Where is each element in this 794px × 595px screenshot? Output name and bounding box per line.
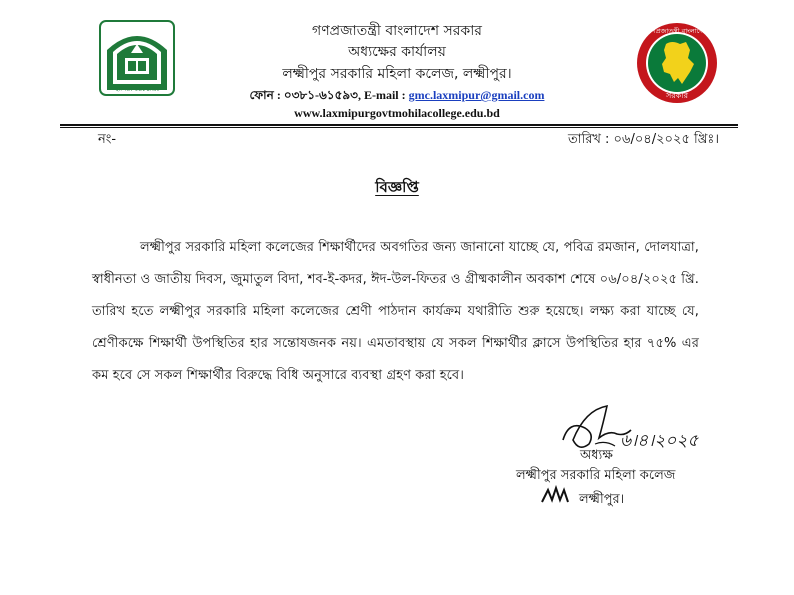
signature-date: ৬।৪।২০২৫ bbox=[620, 431, 699, 451]
header-government-name: গণপ্রজাতন্ত্রী বাংলাদেশ সরকার bbox=[312, 23, 482, 39]
reference-number: নং- bbox=[98, 132, 117, 147]
signatory-place: লক্ষ্মীপুর। bbox=[579, 492, 625, 507]
signatory-title: অধ্যক্ষ bbox=[580, 448, 613, 463]
header-contact bbox=[0, 87, 794, 107]
svg-text:সরকার: সরকার bbox=[665, 91, 689, 100]
header-divider-thin bbox=[60, 127, 738, 128]
svg-text:গণপ্রজাতন্ত্রী বাংলাদেশ: গণপ্রজাতন্ত্রী বাংলাদেশ bbox=[647, 27, 707, 35]
header-college-name: লক্ষ্মীপুর সরকারি মহিলা কলেজ, লক্ষ্মীপুর। bbox=[282, 66, 512, 82]
notice-title bbox=[0, 176, 794, 201]
header-phone: ফোন : ০৩৮১-৬১৫৯৩, E-mail : bbox=[249, 88, 409, 102]
notice-date: তারিখ : ০৬/০৪/২০২৫ খ্রিঃ। bbox=[567, 132, 719, 147]
notice-body: লক্ষ্মীপুর সরকারি মহিলা কলেজের শিক্ষার্থীদের অবগতির জন্য জানানো যাচ্ছে যে, পবিত্র রমজান, দোলযাত্রা, স্বাধীনতা ও জাতীয় দিবস, জুমাতুল বিদা, শব-ই-কদর, ঈদ-উল-ফিতর ও গ্রীষ্মকালীন অবকাশ শেষে ০৬/০৪/২০২৫ খ্রি. তারিখ হতে লক্ষ্মীপুর সরকারি মহিলা কলেজের শ্রেণী পাঠদান কার্যক্রম যথারীতি শুরু হয়েছে। লক্ষ্য করা যাচ্ছে যে, শ্রেণীকক্ষে শিক্ষার্থী উপস্থিতির হার সন্তোষজনক নয়। এমতাবস্থায় যে সকল শিক্ষার্থীর ক্লাসে উপস্থিতির হার ৭৫% এর কম হবে সে সকল শিক্ষার্থীর বিরুদ্ধে বিধি অনুসারে ব্যবস্থা গ্রহণ করা হবে। bbox=[92, 240, 699, 383]
header-office-name: অধ্যক্ষের কার্যালয় bbox=[348, 44, 446, 60]
svg-text:স্থাপিত: ১৯৮৪খ্রিঃ: স্থাপিত: ১৯৮৪খ্রিঃ bbox=[114, 86, 160, 93]
notice-title-text: বিজ্ঞপ্তি bbox=[375, 178, 419, 196]
header-divider bbox=[60, 124, 738, 126]
website-link[interactable]: www.laxmipurgovtmohilacollege.edu.bd bbox=[294, 106, 500, 120]
stamp-scribble bbox=[538, 480, 578, 510]
signatory-college: লক্ষ্মীপুর সরকারি মহিলা কলেজ bbox=[516, 468, 676, 483]
email-link[interactable]: gmc.laxmipur@gmail.com bbox=[408, 88, 545, 102]
